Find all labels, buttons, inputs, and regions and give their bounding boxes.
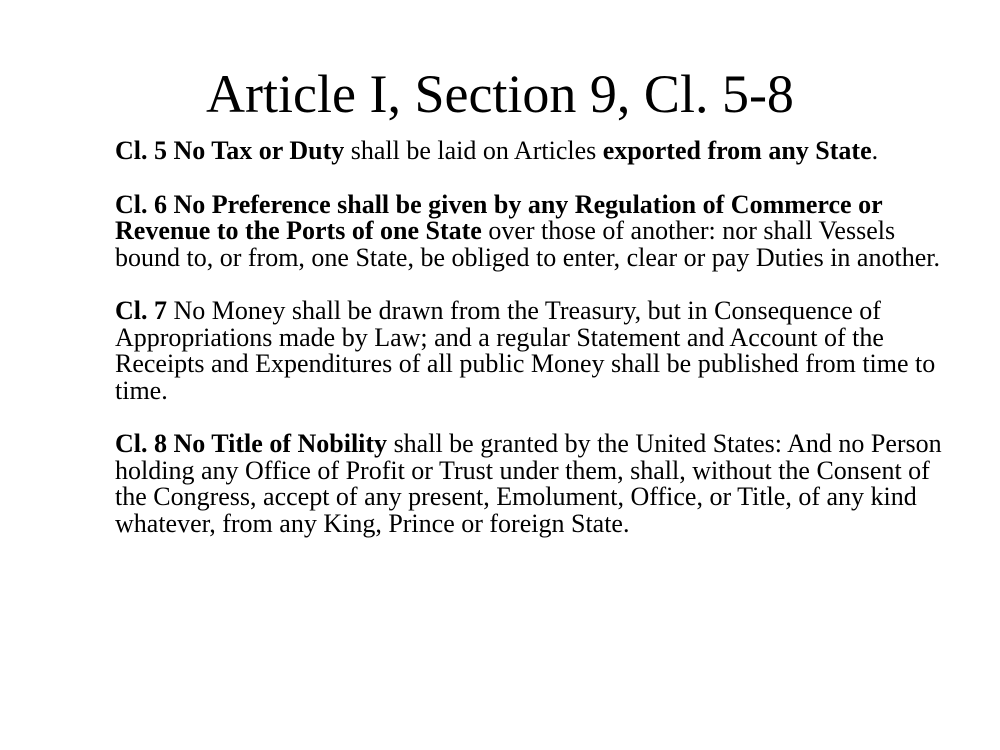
clause-8 [115, 431, 945, 537]
slide-title: Article I, Section 9, Cl. 5-8 [206, 64, 794, 124]
clause-5-end: . [871, 136, 879, 165]
clause-6 [115, 189, 945, 272]
clause-5-heading: Cl. 5 No Tax or Duty [115, 136, 345, 165]
slide-body [115, 138, 945, 564]
clause-7 [115, 298, 945, 404]
clause-6-text: over those of another: nor shall Vessels bound to, or from, one State, be obliged to enter, clear or pay Duties in another. [115, 216, 940, 272]
clause-5 [115, 138, 945, 165]
clause-5-text: shall be laid on Articles [344, 136, 603, 165]
clause-7-heading: Cl. 7 [115, 296, 167, 325]
clause-5-emphasis: exported from any State [602, 136, 872, 165]
clause-8-text: shall be granted by the United States: And no Person holding any Office of Profit or Trust under them, shall, without the Consent of the Congress, accept of any present, Emolument, Office, or Title, of any kind whatever, from any King, Prince or foreign State. [115, 429, 942, 538]
clause-6-heading: Cl. 6 No Preference shall be given by any Regulation of Commerce or Revenue to the Ports of one State [115, 189, 883, 245]
clause-8-heading: Cl. 8 No Title of Nobility [115, 429, 388, 458]
clause-7-text: No Money shall be drawn from the Treasury, but in Consequence of Appropriations made by Law; and a regular Statement and Account of the Receipts and Expenditures of all public Money shall be published from time to time. [115, 296, 936, 405]
